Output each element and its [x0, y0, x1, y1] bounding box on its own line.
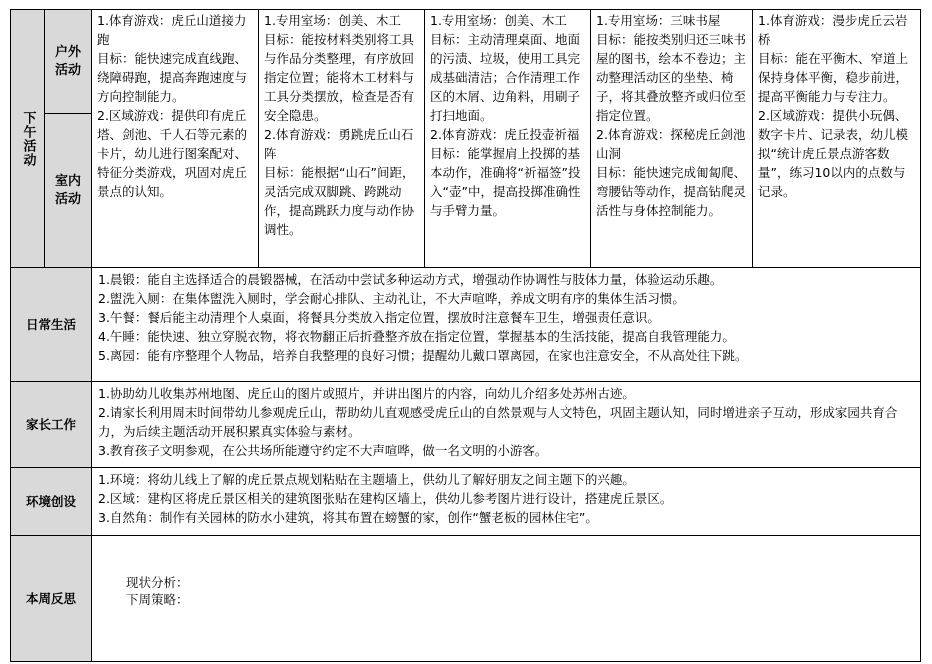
indoor-header: 室内活动 — [45, 114, 92, 268]
environment-item: 3.自然角：制作有关园林的防水小建筑，将其布置在螃蟹的家，创作“蟹老板的园林住宅”。 — [98, 510, 598, 525]
daily-item: 4.午睡：能快速、独立穿脱衣物，将衣物翻正后折叠整齐放在指定位置，掌握基本的生活技能，提高自我管理能力。 — [98, 329, 735, 344]
analysis-label: 现状分析： — [126, 575, 189, 590]
parent-work-content — [92, 382, 921, 468]
daily-item: 5.离园：能有序整理个人物品，培养自我整理的良好习惯；提醒幼儿戴口罩离园，在家也注意安全，不从高处往下跳。 — [98, 348, 748, 363]
environment-header: 环境创设 — [11, 468, 92, 536]
afternoon-day-5: 1.体育游戏：漫步虎丘云岩桥 目标：能在平衡木、窄道上保持身体平衡，稳步前进，提高平衡能力与专注力。 2.区域游戏：提供小玩偶、数字卡片、记录表，幼儿模拟“统计虎丘景点游客数量”，练习10以内的点数与记录。 — [753, 10, 921, 268]
environment-item: 1.环境：将幼儿线上了解的虎丘景点规划粘贴在主题墙上，供幼儿了解好朋友之间主题下的兴趣。 — [98, 472, 635, 487]
parent-item: 1.协助幼儿收集苏州地图、虎丘山的图片或照片，并讲出图片的内容，向幼儿介绍多处苏州古迹。 — [98, 386, 635, 401]
weekly-plan-table — [10, 9, 921, 662]
daily-item: 2.盥洗入厕：在集体盥洗入厕时，学会耐心排队、主动礼让，不大声喧哗，养成文明有序的集体生活习惯。 — [98, 291, 685, 306]
afternoon-day-2: 1.专用室场：创美、木工 目标：能按材料类别将工具与作品分类整理，有序放回指定位置；能将木工材料与工具分类摆放，检查是否有安全隐患。 2.体育游戏：勇跳虎丘山石阵 目标：能根据“山石”间距，灵活完成双脚跳、跨跳动作，提高跳跃力度与动作协调性。 — [259, 10, 425, 268]
environment-item: 2.区域：建构区将虎丘景区相关的建筑图张贴在建构区墙上，供幼儿参考图片进行设计，搭建虎丘景区。 — [98, 491, 673, 506]
outdoor-header: 户外活动 — [45, 10, 92, 114]
daily-item: 3.午餐：餐后能主动清理个人桌面，将餐具分类放入指定位置，摆放时注意餐车卫生，增强责任意识。 — [98, 310, 660, 325]
afternoon-day-4: 1.专用室场：三味书屋 目标：能按类别归还三味书屋的图书，绘本不卷边；主动整理活动区的坐垫、椅子，将其叠放整齐或归位至指定位置。 2.体育游戏：探秘虎丘剑池山洞 目标：能快速完成匍匐爬、弯腰钻等动作，提高钻爬灵活性与身体控制能力。 — [591, 10, 753, 268]
afternoon-header: 下午活动 — [11, 10, 45, 268]
strategy-label: 下周策略： — [126, 592, 189, 607]
afternoon-day-1: 1.体育游戏：虎丘山道接力跑 目标：能快速完成直线跑、绕障碍跑，提高奔跑速度与方向控制能力。 2.区域游戏：提供印有虎丘塔、剑池、千人石等元素的卡片，幼儿进行图案配对、特征分类游戏，巩固对虎丘景点的认知。 — [92, 10, 259, 268]
parent-item: 2.请家长利用周末时间带幼儿参观虎丘山，帮助幼儿直观感受虎丘山的自然景观与人文特色，巩固主题认知，同时增进亲子互动，形成家园共育合力，为后续主题活动开展积累真实体验与素材。 — [98, 405, 898, 439]
reflection-header: 本周反思 — [11, 536, 92, 662]
daily-life-content — [92, 268, 921, 382]
reflection-content — [92, 536, 921, 662]
parent-work-header: 家长工作 — [11, 382, 92, 468]
daily-life-header: 日常生活 — [11, 268, 92, 382]
daily-item: 1.晨锻：能自主选择适合的晨锻器械，在活动中尝试多种运动方式，增强动作协调性与肢体力量，体验运动乐趣。 — [98, 272, 723, 287]
environment-content — [92, 468, 921, 536]
afternoon-day-3: 1.专用室场：创美、木工 目标：主动清理桌面、地面的污渍、垃圾，使用工具完成基础清洁；合作清理工作区的木屑、边角料，用刷子打扫地面。 2.体育游戏：虎丘投壶祈福 目标：能掌握肩上投掷的基本动作，准确将“祈福签”投入“壶”中，提高投掷准确性与手臂力量。 — [425, 10, 591, 268]
parent-item: 3.教育孩子文明参观，在公共场所能遵守约定不大声喧哗，做一名文明的小游客。 — [98, 443, 548, 458]
